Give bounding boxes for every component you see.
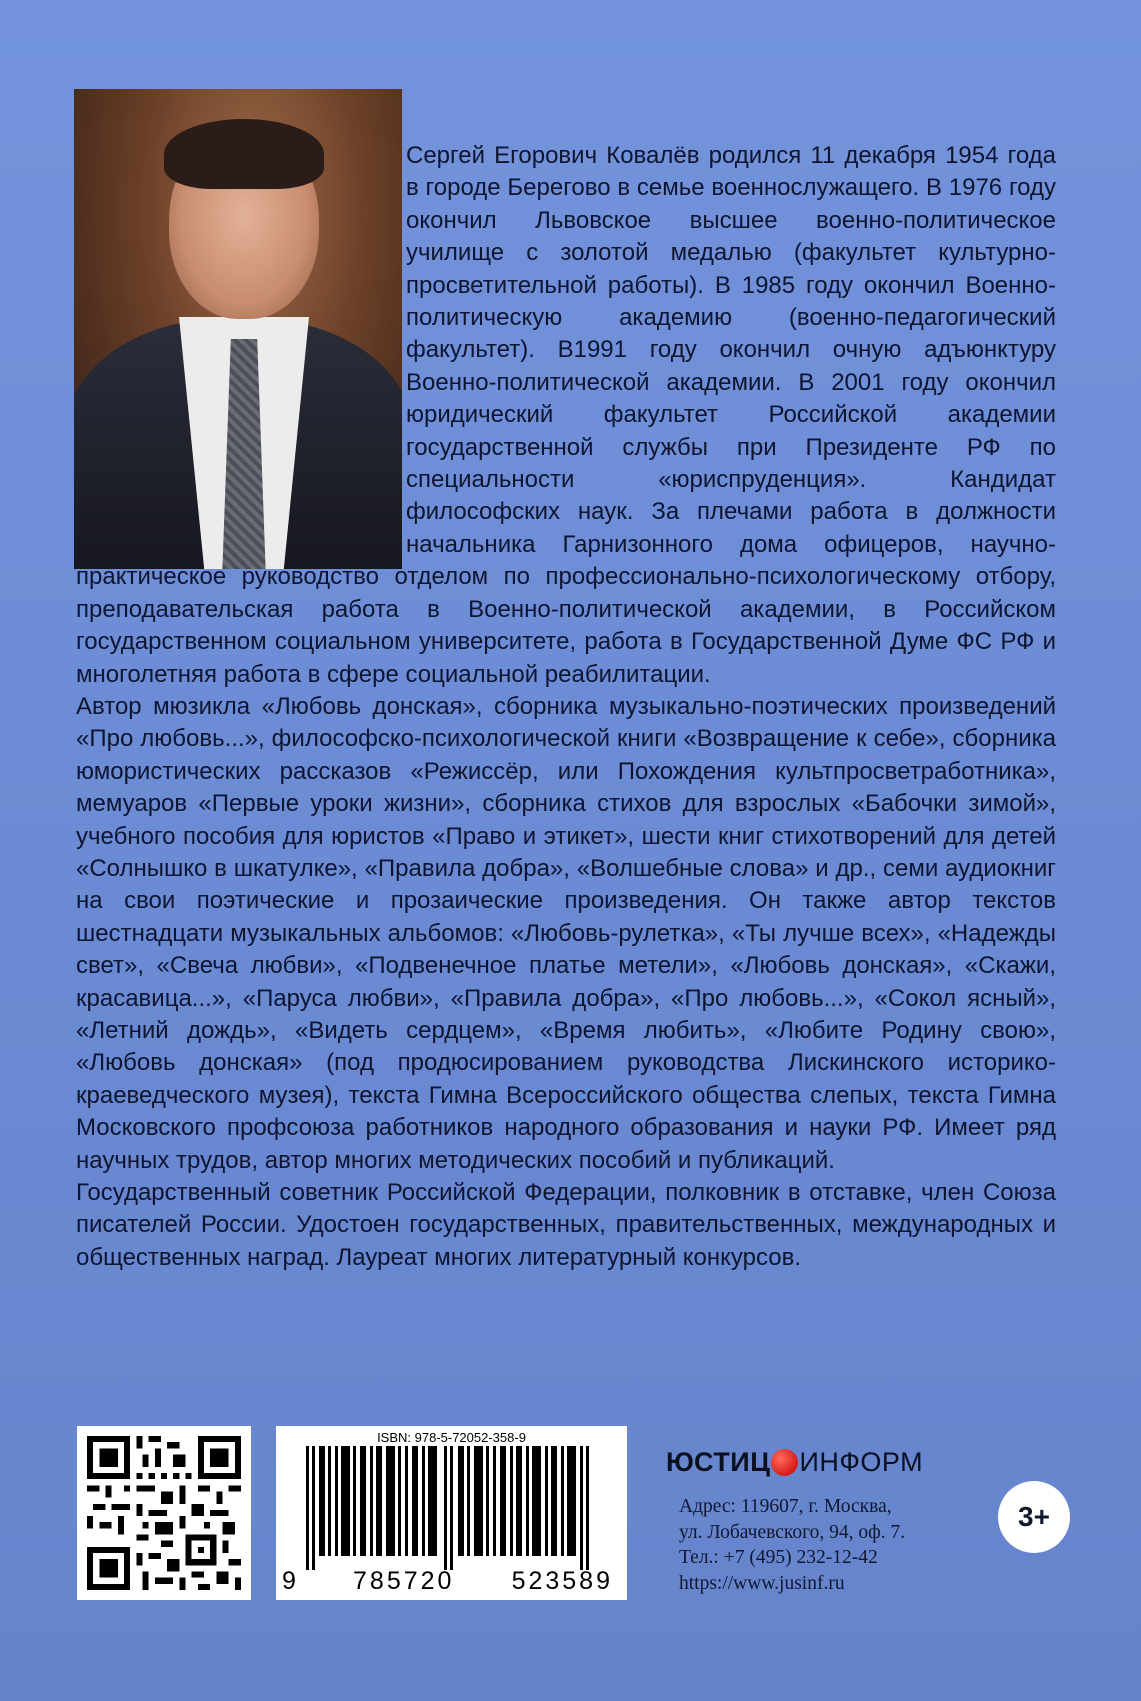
address-line-1: Адрес: 119607, г. Москва, <box>679 1496 892 1517</box>
qr-code-graphic <box>87 1436 241 1590</box>
publisher-name-part2: ИНФОРМ <box>799 1447 924 1477</box>
barcode-digits-left: 785720 <box>353 1567 455 1595</box>
address-line-2: ул. Лобачевского, 94, оф. 7. <box>679 1521 906 1543</box>
isbn-barcode <box>276 1426 627 1600</box>
qr-code <box>77 1426 251 1600</box>
bio-paragraph-1: Сергей Егорович Ковалёв родился 11 декабря 1954 года в городе Берегово в семье военнослужащего. В 1976 году окончил Львовское высшее военно-политическое училище с золотой медалью (факультет культурно-просветительной работы). В 1985 году окончил Военно-политическую академию (военно-педагогический факультет). В1991 году окончил очную адъюнктуру Военно-политической академии. В 2001 году окончил юридический факультет Российской академии государственной службы при Президенте РФ по специальности «юриспруденция». Кандидат философских наук. За плечами работа в должности начальника Гарнизонного дома офицеров, научно-практическое руководство отделом по профессионально-психологическому отбору, преподавательская работа в Военно-политической академии, в Российском государственном социальном университете, работа в Государственной Думе ФС РФ и многолетняя работа в сфере социальной реабилитации. <box>76 142 1056 688</box>
publisher-name-part1: ЮСТИЦ <box>666 1447 771 1477</box>
publisher-logo-dot-icon <box>771 1449 798 1476</box>
bio-paragraph-3: Государственный советник Российской Федерации, полковник в отставке, член Союза писателей России. Удостоен государственных, правительственных, международных и общественных наград. Лауреат многих литературный конкурсов. <box>76 1179 1056 1271</box>
photo-wrap-spacer <box>76 140 406 555</box>
barcode-digits <box>276 1567 627 1596</box>
publisher-website: https://www.jusinf.ru <box>679 1572 845 1594</box>
publisher-contacts <box>679 1494 905 1596</box>
barcode-digits-right: 523589 <box>511 1567 613 1595</box>
barcode-bars <box>286 1446 616 1570</box>
barcode-digit-lead: 9 <box>282 1567 296 1595</box>
publisher-logo <box>666 1447 923 1478</box>
publisher-phone: Тел.: +7 (495) 232-12-42 <box>679 1547 878 1568</box>
isbn-label: ISBN: 978-5-72052-358-9 <box>377 1430 526 1445</box>
author-biography <box>76 140 1056 1274</box>
age-rating-badge: 3+ <box>998 1481 1070 1553</box>
bio-paragraph-2: Автор мюзикла «Любовь донская», сборника музыкально-поэтических произведений «Про любовь...», философско-психологической книги «Возвращение к себе», сборника юмористических рассказов «Режиссёр, или Похождения культпросветработника», мемуаров «Первые уроки жизни», сборника стихов для взрослых «Бабочки зимой», учебного пособия для юристов «Право и этикет», шести книг стихотворений для детей «Солнышко в шкатулке», «Правила добра», «Волшебные слова» и др., семи аудиокниг на свои поэтические и прозаические произведения. Он также автор текстов шестнадцати музыкальных альбомов: «Любовь-рулетка», «Ты лучше всех», «Надежды свет», «Свеча любви», «Подвенечное платье метели», «Любовь донская», «Скажи, красавица...», «Паруса любви», «Правила добра», «Про любовь...», «Сокол ясный», «Летний дождь», «Видеть сердцем», «Время любить», «Любите Родину свою», «Любовь донская» (под продюсированием руководства Лискинского историко-краеведческого музея), текста Гимна Всероссийского общества слепых, текста Гимна Московского профсоюза работников народного образования и науки РФ. Имеет ряд научных трудов, автор многих методических пособий и публикаций. <box>76 692 1056 1174</box>
